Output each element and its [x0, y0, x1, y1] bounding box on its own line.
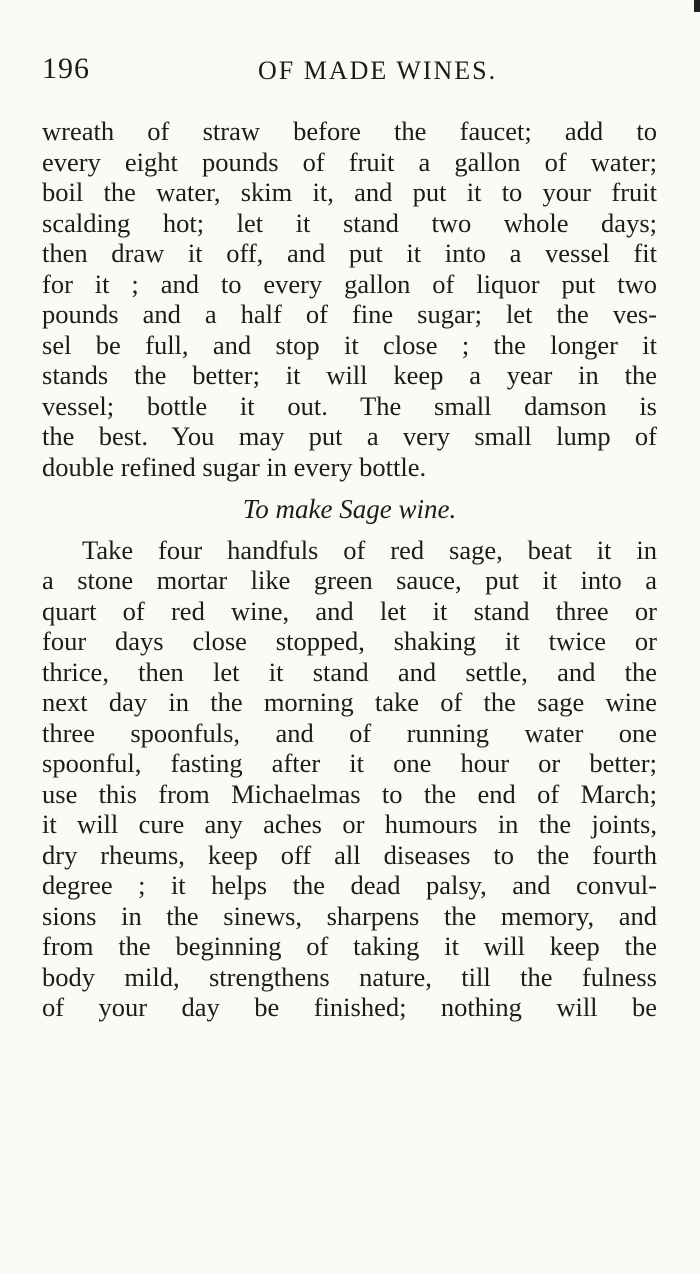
text-line: quart of red wine, and let it stand three or [42, 595, 657, 626]
page-edge-mark [694, 0, 700, 12]
text-line: for it ; and to every gallon of liquor put two [42, 268, 657, 299]
text-line: a stone mortar like green sauce, put it into a [42, 565, 657, 595]
text-line: four days close stopped, shaking it twice or [42, 626, 657, 656]
text-line: body mild, strengthens nature, till the fulness [42, 961, 657, 992]
text-line: pounds and a half of fine sugar; let the ves- [42, 299, 657, 329]
text-line: wreath of straw before the faucet; add to [42, 116, 657, 146]
text-line: boil the water, skim it, and put it to your fruit [42, 177, 657, 207]
text-line: stands the better; it will keep a year in the [42, 360, 657, 390]
text-line: double refined sugar in every bottle. [42, 451, 427, 482]
page-number: 196 [42, 52, 90, 85]
running-title: OF MADE WINES. [258, 56, 498, 85]
body-text [42, 116, 657, 1023]
section-title: To make Sage wine. [242, 494, 457, 524]
text-line: degree ; it helps the dead palsy, and convul- [42, 870, 657, 900]
text-line: every eight pounds of fruit a gallon of water; [42, 146, 657, 177]
text-line: of your day be finished; nothing will be [42, 992, 657, 1022]
text-line: Take four handfuls of red sage, beat it in [82, 534, 657, 565]
text-line: scalding hot; let it stand two whole days; [42, 207, 657, 238]
text-line: sel be full, and stop it close ; the longer it [42, 329, 657, 360]
text-line: it will cure any aches or humours in the joints, [42, 809, 657, 839]
text-line: three spoonfuls, and of running water one [42, 717, 657, 748]
text-line: the best. You may put a very small lump of [42, 421, 657, 451]
text-line: sions in the sinews, sharpens the memory, and [42, 900, 657, 931]
text-line: next day in the morning take of the sage wine [42, 687, 657, 717]
text-line: thrice, then let it stand and settle, and the [42, 656, 657, 687]
text-line: vessel; bottle it out. The small damson is [42, 390, 657, 421]
text-line: use this from Michaelmas to the end of March; [42, 778, 657, 809]
text-line: from the beginning of taking it will keep the [42, 931, 657, 961]
text-line: dry rheums, keep off all diseases to the fourth [42, 839, 657, 870]
text-line: then draw it off, and put it into a vessel fit [42, 238, 657, 268]
running-head [40, 52, 660, 92]
text-line: spoonful, fasting after it one hour or better; [42, 748, 657, 778]
